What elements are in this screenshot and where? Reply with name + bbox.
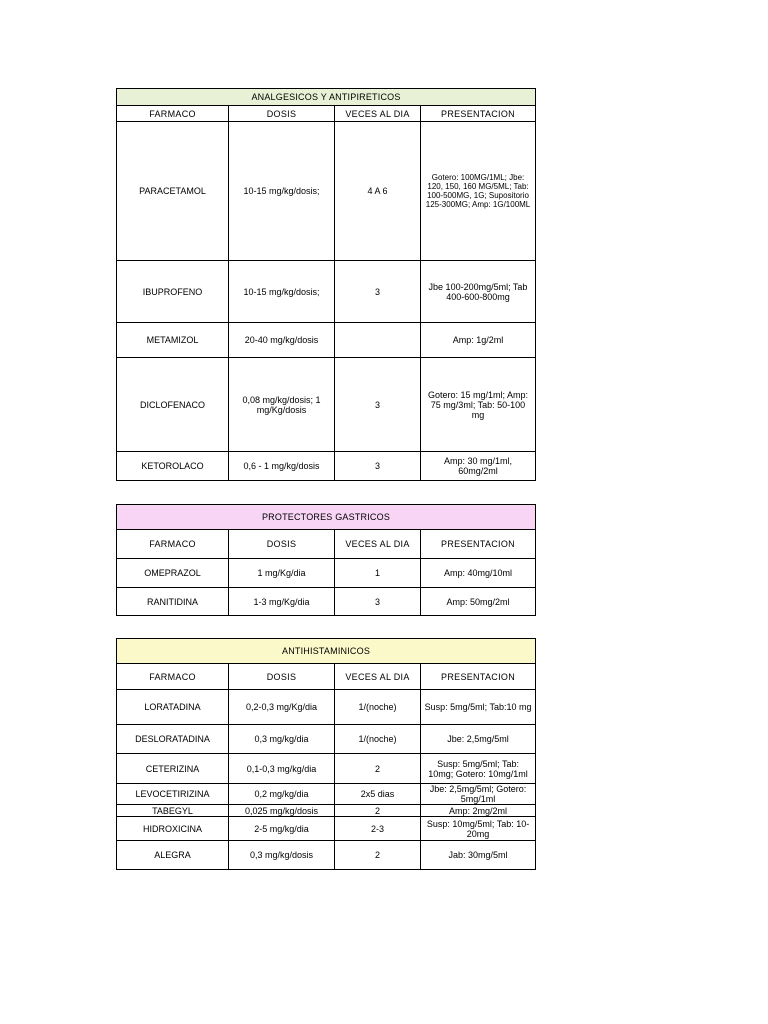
cell-dosis: 1-3 mg/Kg/dia [229, 588, 335, 616]
table-row [117, 784, 536, 805]
col-header-farmaco: FARMACO [117, 530, 229, 559]
cell-dosis: 10-15 mg/kg/dosis; [229, 261, 335, 323]
cell-veces: 3 [335, 358, 421, 452]
cell-dosis: 0,3 mg/kg/dia [229, 725, 335, 754]
table-row [117, 841, 536, 870]
cell-presentacion: Amp: 40mg/10ml [421, 559, 536, 588]
cell-presentacion: Amp: 1g/2ml [421, 323, 536, 358]
col-header-farmaco: FARMACO [117, 664, 229, 690]
table-row [117, 452, 536, 481]
cell-farmaco: METAMIZOL [117, 323, 229, 358]
table-row [117, 754, 536, 784]
table-title: ANTIHISTAMINICOS [117, 639, 536, 664]
cell-veces: 1 [335, 559, 421, 588]
cell-farmaco: PARACETAMOL [117, 122, 229, 261]
table-row [117, 559, 536, 588]
table-row [117, 122, 536, 261]
cell-veces: 3 [335, 452, 421, 481]
cell-farmaco: OMEPRAZOL [117, 559, 229, 588]
analgesicos-table [116, 88, 536, 481]
table-row [117, 261, 536, 323]
table-row [117, 588, 536, 616]
cell-presentacion: Amp: 30 mg/1ml, 60mg/2ml [421, 452, 536, 481]
cell-farmaco: CETERIZINA [117, 754, 229, 784]
cell-veces: 2x5 dias [335, 784, 421, 805]
cell-veces: 3 [335, 261, 421, 323]
cell-farmaco: RANITIDINA [117, 588, 229, 616]
table-row [117, 725, 536, 754]
cell-farmaco: LORATADINA [117, 690, 229, 725]
col-header-presentacion: PRESENTACION [421, 530, 536, 559]
cell-dosis: 10-15 mg/kg/dosis; [229, 122, 335, 261]
col-header-farmaco: FARMACO [117, 106, 229, 122]
cell-farmaco: TABEGYL [117, 805, 229, 817]
cell-presentacion: Amp: 50mg/2ml [421, 588, 536, 616]
cell-dosis: 1 mg/Kg/dia [229, 559, 335, 588]
cell-veces: 3 [335, 588, 421, 616]
cell-veces: 4 A 6 [335, 122, 421, 261]
cell-farmaco: DICLOFENACO [117, 358, 229, 452]
cell-veces: 2 [335, 805, 421, 817]
cell-dosis: 0,2-0,3 mg/Kg/dia [229, 690, 335, 725]
cell-dosis: 0,025 mg/kg/dosis [229, 805, 335, 817]
cell-dosis: 20-40 mg/kg/dosis [229, 323, 335, 358]
cell-presentacion: Amp: 2mg/2ml [421, 805, 536, 817]
cell-veces: 2 [335, 754, 421, 784]
cell-farmaco: DESLORATADINA [117, 725, 229, 754]
cell-veces: 2 [335, 841, 421, 870]
col-header-veces: VECES AL DIA [335, 530, 421, 559]
cell-dosis: 0,2 mg/kg/dia [229, 784, 335, 805]
col-header-presentacion: PRESENTACION [421, 106, 536, 122]
cell-veces: 2-3 [335, 817, 421, 841]
antihistaminicos-table [116, 638, 536, 870]
cell-presentacion: Jbe: 2,5mg/5ml [421, 725, 536, 754]
col-header-dosis: DOSIS [229, 530, 335, 559]
cell-veces: 1/(noche) [335, 690, 421, 725]
cell-dosis: 0,6 - 1 mg/kg/dosis [229, 452, 335, 481]
col-header-dosis: DOSIS [229, 106, 335, 122]
cell-dosis: 0,08 mg/kg/dosis; 1 mg/Kg/dosis [229, 358, 335, 452]
cell-presentacion: Susp: 5mg/5ml; Tab:10 mg [421, 690, 536, 725]
table-title: ANALGESICOS Y ANTIPIRETICOS [117, 89, 536, 106]
cell-dosis: 0,1-0,3 mg/kg/dia [229, 754, 335, 784]
cell-dosis: 2-5 mg/kg/dia [229, 817, 335, 841]
cell-farmaco: LEVOCETIRIZINA [117, 784, 229, 805]
cell-farmaco: HIDROXICINA [117, 817, 229, 841]
cell-presentacion: Gotero: 100MG/1ML; Jbe: 120, 150, 160 MG/5ML; Tab: 100-500MG, 1G; Supositorio 125-300MG; Amp: 1G/100ML [421, 122, 536, 261]
table-row [117, 817, 536, 841]
table-row [117, 805, 536, 817]
cell-presentacion: Jbe: 2,5mg/5ml; Gotero: 5mg/1ml [421, 784, 536, 805]
col-header-veces: VECES AL DIA [335, 664, 421, 690]
table-row [117, 323, 536, 358]
cell-dosis: 0,3 mg/kg/dosis [229, 841, 335, 870]
cell-farmaco: ALEGRA [117, 841, 229, 870]
cell-presentacion: Susp: 5mg/5ml; Tab: 10mg; Gotero: 10mg/1ml [421, 754, 536, 784]
cell-presentacion: Jab: 30mg/5ml [421, 841, 536, 870]
cell-farmaco: KETOROLACO [117, 452, 229, 481]
col-header-veces: VECES AL DIA [335, 106, 421, 122]
table-row [117, 358, 536, 452]
cell-farmaco: IBUPROFENO [117, 261, 229, 323]
cell-veces: 1/(noche) [335, 725, 421, 754]
protectores-table [116, 504, 536, 616]
cell-veces [335, 323, 421, 358]
col-header-dosis: DOSIS [229, 664, 335, 690]
cell-presentacion: Susp: 10mg/5ml; Tab: 10-20mg [421, 817, 536, 841]
cell-presentacion: Gotero: 15 mg/1ml; Amp: 75 mg/3ml; Tab: 50-100 mg [421, 358, 536, 452]
cell-presentacion: Jbe 100-200mg/5ml; Tab 400-600-800mg [421, 261, 536, 323]
col-header-presentacion: PRESENTACION [421, 664, 536, 690]
table-title: PROTECTORES GASTRICOS [117, 505, 536, 530]
table-row [117, 690, 536, 725]
